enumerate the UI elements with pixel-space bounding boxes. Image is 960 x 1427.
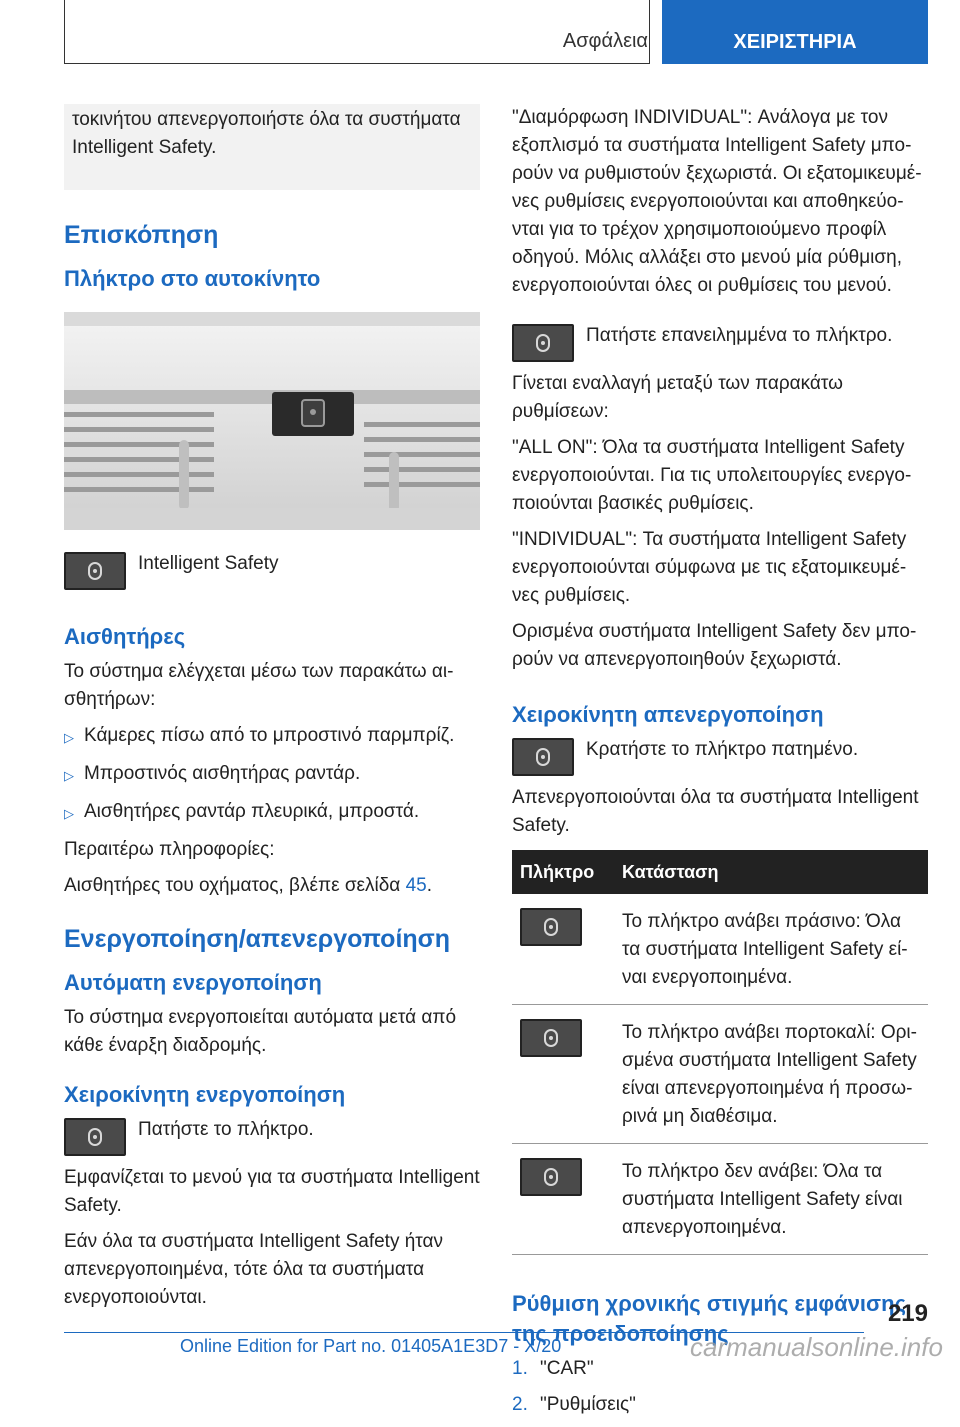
- manual-off-step2: Απενεργοποιούνται όλα τα συστήματα Intelligent Safety.: [512, 787, 919, 836]
- list-item: 1. "CAR": [512, 1358, 594, 1379]
- triangle-icon: ▷: [64, 768, 74, 783]
- manual-on-step2: Εμφανίζεται το μενού για τα συστήματα Intelligent Safety.: [64, 1167, 480, 1216]
- button-green-icon: [520, 908, 582, 946]
- list-item: ▷ Μπροστινός αισθητήρας ραντάρ.: [64, 760, 480, 790]
- table-header-status: Κατάσταση: [614, 850, 928, 894]
- auto-text: Το σύστημα ενεργοποιείται αυτόματα μετά από κάθε έναρξη διαδρομής.: [64, 1007, 457, 1056]
- overview-heading: Επισκόπηση: [64, 221, 219, 249]
- triangle-icon: ▷: [64, 806, 74, 821]
- button-heading: Πλήκτρο στο αυτοκίνητο: [64, 266, 321, 291]
- button-caption-row: [64, 550, 480, 590]
- list-item: ▷ Κάμερες πίσω από το μπροστινό παρμπρίζ.: [64, 722, 480, 752]
- individual-text: "Διαμόρφωση INDIVIDUAL": Ανάλογα με τον εξοπλισμό τα συστήματα Intelligent Safety μπο-ρούν να ρυθμιστούν ξεχωριστά. Οι εξατομικευμέ-νες ρυθμίσεις ενεργοποιούνται και αποθηκεύο-νται για το τρέχον χρησιμοποιούμενο προφίλ οδηγού. Μόλις αλλάξει στο μενού μία ρύθμιση, ενεργοποιούνται όλες οι ρυθμίσεις του μενού.: [512, 107, 922, 296]
- list-item: 2. "Ρυθμίσεις": [512, 1394, 636, 1415]
- note-text: τοκινήτου απενεργοποιήστε όλα τα συστήματα Intelligent Safety.: [72, 109, 461, 158]
- dashboard-photo: [64, 312, 480, 530]
- table-row: [512, 1005, 928, 1144]
- manual-on-row: [64, 1116, 480, 1156]
- page-number: 219: [887, 1300, 928, 1327]
- table-cell: Το πλήκτρο δεν ανάβει: Όλα τα συστήματα Intelligent Safety είναι απενεργοποιημένα.: [614, 1144, 928, 1255]
- manual-off-row: [512, 736, 928, 776]
- table-row: [512, 894, 928, 1005]
- button-off-icon: [520, 1158, 582, 1196]
- manual-on-heading: Χειροκίνητη ενεργοποίηση: [64, 1082, 346, 1107]
- intelligent-safety-button-icon: [64, 1118, 126, 1156]
- dashboard-illustration: [64, 312, 480, 530]
- onoff-heading: Ενεργοποίηση/απενεργοποίηση: [64, 925, 451, 953]
- repeat-press: Πατήστε επανειλημμένα το πλήκτρο.: [586, 325, 893, 346]
- individual-setting-text: "INDIVIDUAL": Τα συστήματα Intelligent Safety ενεργοποιούνται σύμφωνα με τις εξατομικευμέ-νες ρυθμίσεις.: [512, 529, 907, 606]
- repeat-press-row: [512, 322, 928, 362]
- note-box: [64, 104, 480, 190]
- all-on-text: "ALL ON": Όλα τα συστήματα Intelligent Safety ενεργοποιούνται. Για τις υπολειτουργίες ενεργο-ποιούνται βασικές ρυθμίσεις.: [512, 437, 912, 514]
- timing-heading: Ρύθμιση χρονικής στιγμής εμφάνισης της προειδοποίησης: [512, 1291, 906, 1346]
- table-cell: Το πλήκτρο ανάβει πράσινο: Όλα τα συστήματα Intelligent Safety εί-ναι ενεργοποιημένα.: [614, 894, 928, 1005]
- table-cell: Το πλήκτρο ανάβει πορτοκαλί: Ορι-σμένα συστήματα Intelligent Safety είναι απενεργοποιημένα ή προσω-ρινά μη διαθέσιμα.: [614, 1005, 928, 1144]
- manual-off-heading: Χειροκίνητη απενεργοποίηση: [512, 702, 824, 727]
- intelligent-safety-button-icon: [512, 738, 574, 776]
- left-column: [64, 104, 480, 1320]
- right-column: [512, 104, 928, 1427]
- triangle-icon: ▷: [64, 730, 74, 745]
- chapter-tab[interactable]: ΧΕΙΡΙΣΤΗΡΙΑ: [662, 0, 928, 64]
- table-header-button: Πλήκτρο: [512, 850, 614, 894]
- toggle-text: Γίνεται εναλλαγή μεταξύ των παρακάτω ρυθμίσεων:: [512, 373, 843, 422]
- manual-on-text: Εάν όλα τα συστήματα Intelligent Safety ήταν απενεργοποιημένα, τότε όλα τα συστήματα ενεργοποιούνται.: [64, 1231, 444, 1308]
- page-header: [64, 0, 928, 64]
- sensors-heading: Αισθητήρες: [64, 624, 186, 649]
- more-info: Περαιτέρω πληροφορίες:: [64, 839, 275, 860]
- manual-off-step1: Κρατήστε το πλήκτρο πατημένο.: [586, 739, 859, 760]
- intelligent-safety-button-icon: [64, 552, 126, 590]
- some-systems-text: Ορισμένα συστήματα Intelligent Safety δεν μπο-ρούν να απενεργοποιηθούν ξεχωριστά.: [512, 621, 917, 670]
- button-orange-icon: [520, 1019, 582, 1057]
- table-row: [512, 1144, 928, 1255]
- auto-heading: Αυτόματη ενεργοποίηση: [64, 970, 322, 995]
- status-table: [512, 850, 928, 1255]
- edition-text: Online Edition for Part no. 01405A1E3D7 - X/20: [180, 1336, 562, 1356]
- intelligent-safety-button-icon: [512, 324, 574, 362]
- page-link[interactable]: 45: [405, 875, 427, 896]
- sensors-intro: Το σύστημα ελέγχεται μέσω των παρακάτω αι-σθητήρων:: [64, 661, 454, 710]
- more-info-ref: Αισθητήρες του οχήματος, βλέπε σελίδα 45.: [64, 875, 432, 896]
- watermark: carmanualsonline.info: [690, 1332, 943, 1362]
- button-caption: Intelligent Safety: [138, 553, 279, 574]
- manual-on-step1: Πατήστε το πλήκτρο.: [138, 1119, 314, 1140]
- list-item: ▷ Αισθητήρες ραντάρ πλευρικά, μπροστά.: [64, 798, 480, 828]
- section-title: Ασφάλεια: [562, 30, 648, 52]
